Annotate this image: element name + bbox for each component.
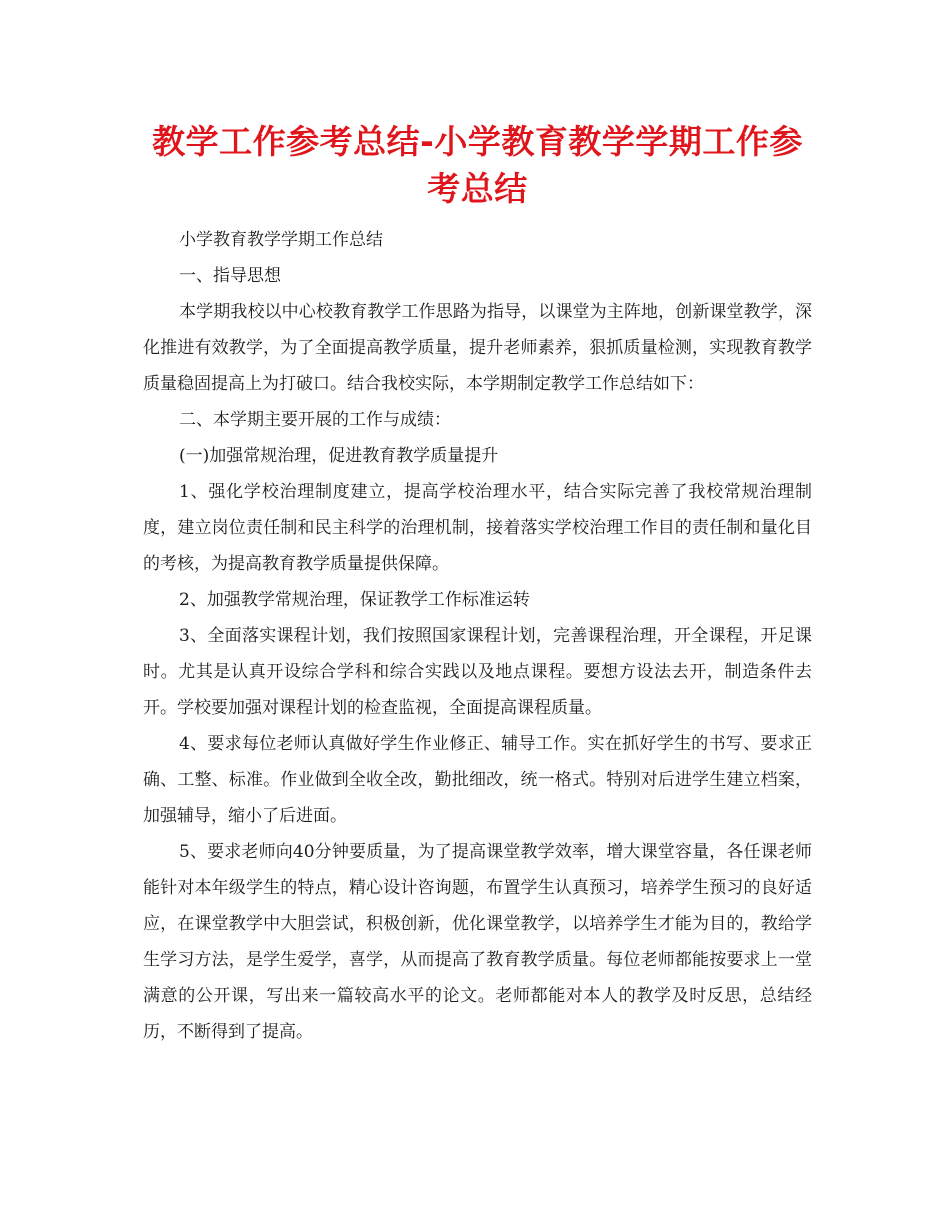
section-heading-summary: 小学教育教学学期工作总结	[179, 230, 383, 250]
subsection-heading-routine-management: (一)加强常规治理，促进教育教学质量提升	[179, 446, 499, 466]
paragraph-item-4: 4、要求每位老师认真做好学生作业修正、辅导工作。实在抓好学生的书写、要求正确、工整、标准。作业做到全收全改，勤批细改，统一格式。特别对后进学生建立档案，加强辅导，缩小了后进面。	[143, 734, 812, 826]
paragraph-item-5: 5、要求老师向40分钟要质量，为了提高课堂教学效率，增大课堂容量，各任课老师能针对本年级学生的特点，精心设计咨询题，布置学生认真预习，培养学生预习的良好适应，在课堂教学中大胆尝试，积极创新，优化课堂教学，以培养学生才能为目的，教给学生学习方法，是学生爱学，喜学，从而提高了教育教学质量。每位老师都能按要求上一堂满意的公开课，写出来一篇较高水平的论文。老师都能对本人的教学及时反思，总结经历，不断得到了提高。	[143, 842, 812, 1042]
document-title: 教学工作参考总结-小学教育教学学期工作参考总结	[152, 122, 803, 208]
section-heading-main-work: 二、本学期主要开展的工作与成绩：	[179, 410, 451, 430]
paragraph-item-2: 2、加强教学常规治理，保证教学工作标准运转	[179, 590, 530, 610]
paragraph-item-3: 3、全面落实课程计划，我们按照国家课程计划，完善课程治理，开全课程，开足课时。尤其是认真开设综合学科和综合实践以及地点课程。要想方设法去开，制造条件去开。学校要加强对课程计划的检查监视，全面提高课程质量。	[143, 626, 812, 718]
section-heading-guiding-ideology: 一、指导思想	[179, 266, 281, 286]
paragraph-item-1: 1、强化学校治理制度建立，提高学校治理水平，结合实际完善了我校常规治理制度，建立岗位责任制和民主科学的治理机制，接着落实学校治理工作目的责任制和量化目的考核，为提高教育教学质量提供保障。	[143, 482, 812, 574]
paragraph-guiding-ideology: 本学期我校以中心校教育教学工作思路为指导，以课堂为主阵地，创新课堂教学，深化推进有效教学，为了全面提高教学质量，提升老师素养，狠抓质量检测，实现教育教学质量稳固提高上为打破口。结合我校实际，本学期制定教学工作总结如下：	[143, 302, 812, 394]
